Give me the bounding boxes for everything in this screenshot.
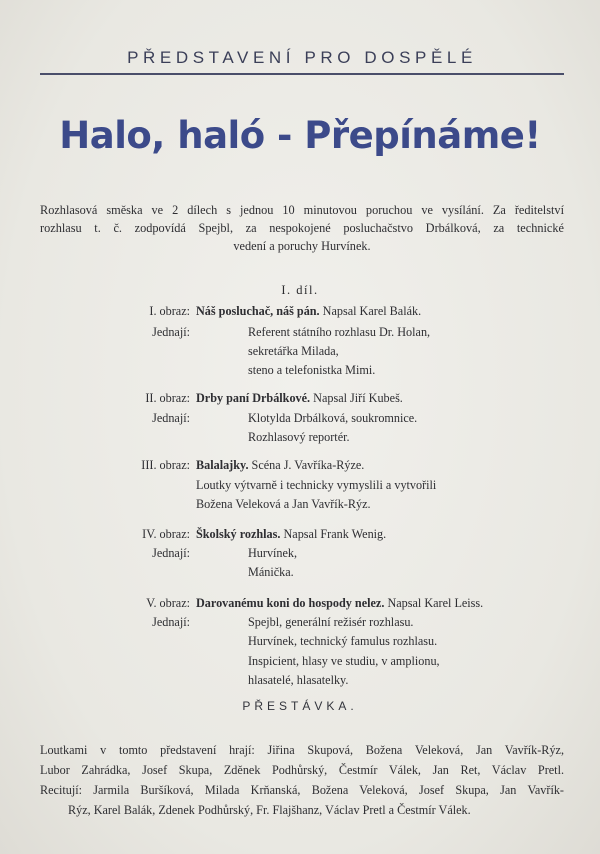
scene-label: I. obraz:	[149, 304, 190, 318]
scene-title: Balalajky.	[196, 458, 249, 472]
program-description	[40, 201, 564, 255]
description-line: rozhlasu t. č. zodpovídá Spejbl, za nespokojené posluchačstvo Drbálková, za technické	[40, 221, 564, 235]
cast-prefix: Jednají:	[152, 546, 190, 560]
cast-line: Klotylda Drbálková, soukromnice.	[248, 411, 418, 425]
scene-title: Drby paní Drbálkové.	[196, 391, 311, 405]
scene-title: Školský rozhlas.	[196, 527, 281, 541]
cast-line: Loutky výtvarně i technicky vymyslili a vytvořili	[196, 478, 437, 492]
scene-author: Napsal Karel Leiss.	[384, 596, 484, 610]
cast-line: steno a telefonistka Mimi.	[248, 363, 376, 377]
cast-line: Inspicient, hlasy ve studiu, v amplionu,	[248, 654, 440, 668]
cast-credits	[40, 740, 564, 820]
cast-line: Rozhlasový reportér.	[248, 430, 350, 444]
credits-line: Lubor Zahrádka, Josef Skupa, Zděnek Podhůrský, Čestmír Válek, Jan Ret, Václav Pretl.	[40, 763, 564, 777]
program-header: PŘEDSTAVENÍ PRO DOSPĚLÉ	[127, 48, 477, 67]
cast-line: Hurvínek, technický famulus rozhlasu.	[248, 634, 438, 648]
cast-prefix: Jednají:	[152, 411, 190, 425]
header-divider	[40, 73, 564, 75]
description-line: Rozhlasová směska ve 2 dílech s jednou 10 minutovou poruchou ve vysílání. Za ředitelství	[40, 203, 564, 217]
scene-author: Napsal Frank Wenig.	[280, 527, 387, 541]
scene-author: Napsal Karel Balák.	[319, 304, 422, 318]
credits-line: Recitují: Jarmila Buršíková, Milada Krňanská, Božena Veleková, Josef Skupa, Jan Vavřík-	[40, 783, 564, 797]
cast-line: Mánička.	[248, 565, 294, 579]
credits-line: Rýz, Karel Balák, Zdenek Podhůrský, Fr. Flajšhanz, Václav Pretl a Čestmír Válek.	[68, 803, 471, 817]
credits-line: Loutkami v tomto představení hrají: Jiřina Skupová, Božena Veleková, Jan Vavřík-Rýz,	[40, 743, 564, 757]
description-line: vedení a poruchy Hurvínek.	[233, 239, 371, 253]
program-title: Halo, haló - Přepínáme!	[59, 114, 541, 157]
intermission-heading: PŘESTÁVKA.	[242, 699, 358, 713]
cast-prefix: Jednají:	[152, 325, 190, 339]
cast-line: hlasatelé, hlasatelky.	[248, 673, 349, 687]
cast-line: Božena Veleková a Jan Vavřík-Rýz.	[196, 497, 371, 511]
scene-title: Darovanému koni do hospody nelez.	[196, 596, 385, 610]
cast-line: Spejbl, generální režisér rozhlasu.	[248, 615, 414, 629]
cast-prefix: Jednají:	[152, 615, 190, 629]
part-heading: I. díl.	[281, 283, 319, 297]
scene-label: V. obraz:	[146, 596, 190, 610]
scene-author: Napsal Jiří Kubeš.	[310, 391, 403, 405]
scene-author: Scéna J. Vavříka-Rýze.	[248, 458, 365, 472]
cast-line: Referent státního rozhlasu Dr. Holan,	[248, 325, 431, 339]
cast-line: Hurvínek,	[248, 546, 298, 560]
scene-label: IV. obraz:	[142, 527, 190, 541]
scene-label: III. obraz:	[141, 458, 190, 472]
scene-title: Náš posluchač, náš pán.	[196, 304, 320, 318]
cast-line: sekretářka Milada,	[248, 344, 339, 358]
scene-label: II. obraz:	[145, 391, 190, 405]
